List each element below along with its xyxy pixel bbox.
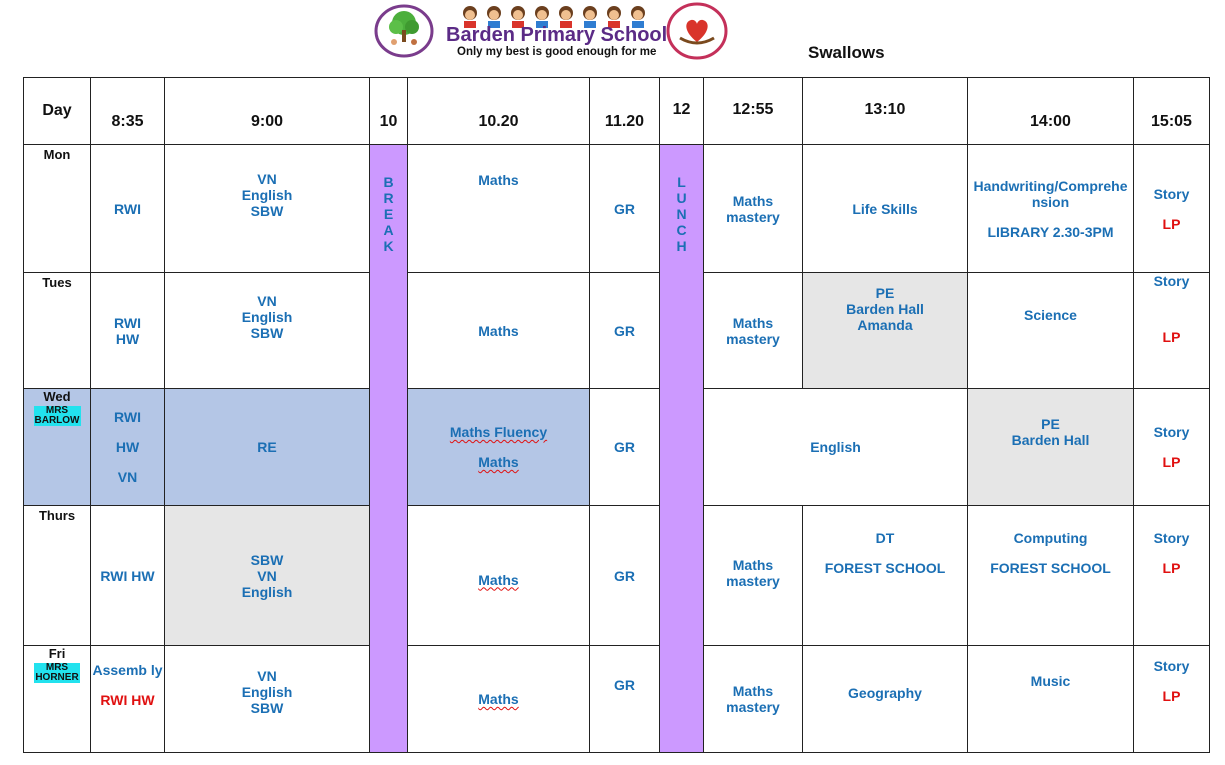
day-label-fri: Fri MRS HORNER bbox=[24, 646, 91, 753]
col-header-1120: 11.20 bbox=[590, 78, 660, 145]
cell-tue-1400: Science bbox=[968, 273, 1134, 389]
cell-mon-1505: Story LP bbox=[1134, 145, 1210, 273]
cell-mon-1400: Handwriting/Comprehe nsion LIBRARY 2.30-3PM bbox=[968, 145, 1134, 273]
cell-wed-1255-1310: English bbox=[704, 389, 968, 506]
day-label: Tues bbox=[24, 273, 91, 389]
cell-tue-1120: GR bbox=[590, 273, 660, 389]
col-header-day: Day bbox=[24, 78, 91, 145]
cell-fri-0835: Assemb ly RWI HW bbox=[91, 646, 165, 753]
row-wednesday bbox=[24, 389, 1210, 506]
cell-thu-1400: Computing FOREST SCHOOL bbox=[968, 506, 1134, 646]
break-column: B R E A K bbox=[370, 145, 408, 753]
cell-wed-0835: RWI HW VN bbox=[91, 389, 165, 506]
cell-thu-1020: Maths bbox=[408, 506, 590, 646]
cell-wed-0900: RE bbox=[165, 389, 370, 506]
header-row bbox=[24, 78, 1210, 145]
cell-thu-1255: Maths mastery bbox=[704, 506, 803, 646]
col-header-12: 12 bbox=[660, 78, 704, 145]
col-header-1400: 14:00 bbox=[968, 78, 1134, 145]
school-name: Barden Primary School bbox=[446, 24, 668, 46]
cell-fri-1310: Geography bbox=[803, 646, 968, 753]
cell-thu-0900: SBW VN English bbox=[165, 506, 370, 646]
row-thursday bbox=[24, 506, 1210, 646]
col-header-10: 10 bbox=[370, 78, 408, 145]
cell-wed-1400: PE Barden Hall bbox=[968, 389, 1134, 506]
row-tuesday bbox=[24, 273, 1210, 389]
row-friday bbox=[24, 646, 1210, 753]
cell-fri-1120: GR bbox=[590, 646, 660, 753]
cell-wed-1505: Story LP bbox=[1134, 389, 1210, 506]
col-header-1310: 13:10 bbox=[803, 78, 968, 145]
cell-thu-1310: DT FOREST SCHOOL bbox=[803, 506, 968, 646]
cell-mon-1310: Life Skills bbox=[803, 145, 968, 273]
row-monday bbox=[24, 145, 1210, 273]
cell-thu-0835: RWI HW bbox=[91, 506, 165, 646]
cell-thu-1120: GR bbox=[590, 506, 660, 646]
cell-wed-1120: GR bbox=[590, 389, 660, 506]
cell-tue-0900: VN English SBW bbox=[165, 273, 370, 389]
timetable bbox=[23, 77, 1210, 753]
col-header-1020: 10.20 bbox=[408, 78, 590, 145]
teacher-badge: MRS HORNER bbox=[35, 662, 79, 683]
cell-thu-1505: Story LP bbox=[1134, 506, 1210, 646]
cell-mon-0900: VN English SBW bbox=[165, 145, 370, 273]
cell-tue-1020: Maths bbox=[408, 273, 590, 389]
day-label: Thurs bbox=[24, 506, 91, 646]
cell-fri-1505: Story LP bbox=[1134, 646, 1210, 753]
school-motto: Only my best is good enough for me bbox=[457, 46, 657, 58]
cell-tue-0835: RWI HW bbox=[91, 273, 165, 389]
cell-mon-1255: Maths mastery bbox=[704, 145, 803, 273]
cell-fri-1255: Maths mastery bbox=[704, 646, 803, 753]
cell-fri-1400: Music bbox=[968, 646, 1134, 753]
col-header-0835: 8:35 bbox=[91, 78, 165, 145]
cell-mon-0835: RWI bbox=[91, 145, 165, 273]
cell-tue-1310: PE Barden Hall Amanda bbox=[803, 273, 968, 389]
cell-wed-1020: Maths Fluency Maths bbox=[408, 389, 590, 506]
col-header-1255: 12:55 bbox=[704, 78, 803, 145]
day-label: Mon bbox=[24, 145, 91, 273]
lunch-column: L U N C H bbox=[660, 145, 704, 753]
cell-fri-1020: Maths bbox=[408, 646, 590, 753]
col-header-0900: 9:00 bbox=[165, 78, 370, 145]
cell-tue-1255: Maths mastery bbox=[704, 273, 803, 389]
cell-tue-1505: Story LP bbox=[1134, 273, 1210, 389]
teacher-badge: MRS BARLOW bbox=[34, 405, 80, 426]
class-name: Swallows bbox=[808, 43, 885, 62]
cell-mon-1120: GR bbox=[590, 145, 660, 273]
school-logo-tree-icon bbox=[374, 4, 434, 58]
cell-mon-1020: Maths bbox=[408, 145, 590, 273]
the-nest-logo-icon bbox=[666, 2, 728, 60]
col-header-1505: 15:05 bbox=[1134, 78, 1210, 145]
day-label-wed: Wed MRS BARLOW bbox=[24, 389, 91, 506]
cell-fri-0900: VN English SBW bbox=[165, 646, 370, 753]
